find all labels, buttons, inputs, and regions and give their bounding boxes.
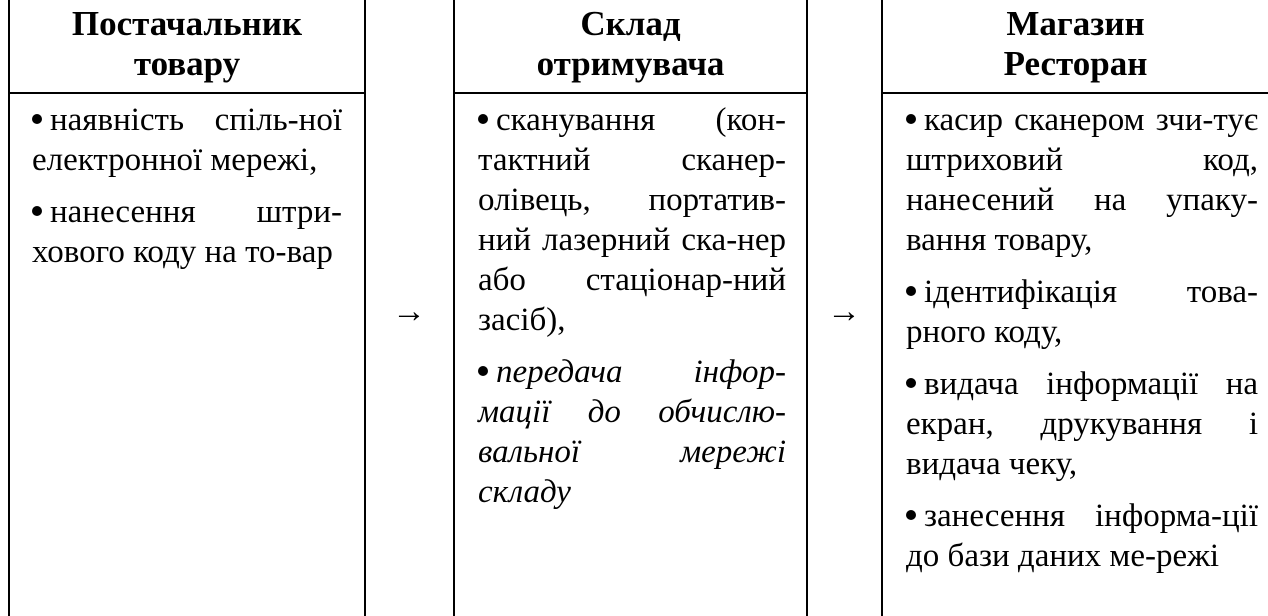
arrow-right-icon: →: [392, 293, 426, 330]
list-item-text: занесення інформа-ції до бази даних ме-режі: [906, 498, 1258, 574]
list-item-text: наявність спіль-ної електронної мережі,: [32, 102, 342, 178]
bullet-icon: [32, 114, 42, 124]
column-supplier-items: [32, 100, 342, 284]
bullet-icon: [32, 206, 42, 216]
heading-line: отримувача: [536, 44, 725, 83]
bullet-icon: [478, 114, 488, 124]
list-item: [906, 364, 1258, 484]
list-item: [906, 496, 1258, 576]
column-shop-items: [906, 100, 1258, 588]
list-item: [32, 100, 342, 180]
bullet-icon: [478, 366, 488, 376]
column-2-heading-divider: [453, 92, 808, 94]
arrow-right-icon: →: [827, 293, 861, 330]
column-supplier-heading: [10, 0, 364, 84]
column-warehouse-items: [478, 100, 786, 524]
bullet-icon: [906, 510, 916, 520]
list-item: [478, 352, 786, 512]
column-supplier: [10, 0, 364, 84]
bullet-icon: [906, 114, 916, 124]
list-item: [478, 100, 786, 340]
bullet-icon: [906, 286, 916, 296]
heading-line: Магазин: [1006, 4, 1145, 43]
heading-line: Постачальник: [71, 4, 303, 43]
column-shop-heading: [883, 0, 1268, 84]
list-item: [906, 100, 1258, 260]
column-shop: [883, 0, 1268, 84]
column-warehouse: [455, 0, 806, 84]
column-3-heading-divider: [881, 92, 1268, 94]
list-item-text: ідентифікація това-рного коду,: [906, 274, 1258, 350]
list-item-text: сканування (кон-тактний сканер-олівець, портатив-ний лазерний ска-нер або стаціонар-ний засіб),: [478, 102, 786, 338]
heading-line: Склад: [580, 4, 681, 43]
heading-line: Ресторан: [1003, 44, 1148, 83]
list-item-text: нанесення штри-хового коду на то-вар: [32, 194, 342, 270]
heading-line: товару: [133, 44, 241, 83]
list-item-text: касир сканером зчи-тує штриховий код, нанесений на упаку-вання товару,: [906, 102, 1258, 258]
list-item-text: передача інфор-мації до обчислю-вальної мережі складу: [478, 354, 786, 510]
column-warehouse-heading: [455, 0, 806, 84]
list-item-text: видача інформації на екран, друкування і видача чеку,: [906, 366, 1258, 482]
column-1-heading-divider: [8, 92, 366, 94]
list-item: [32, 192, 342, 272]
bullet-icon: [906, 378, 916, 388]
list-item: [906, 272, 1258, 352]
